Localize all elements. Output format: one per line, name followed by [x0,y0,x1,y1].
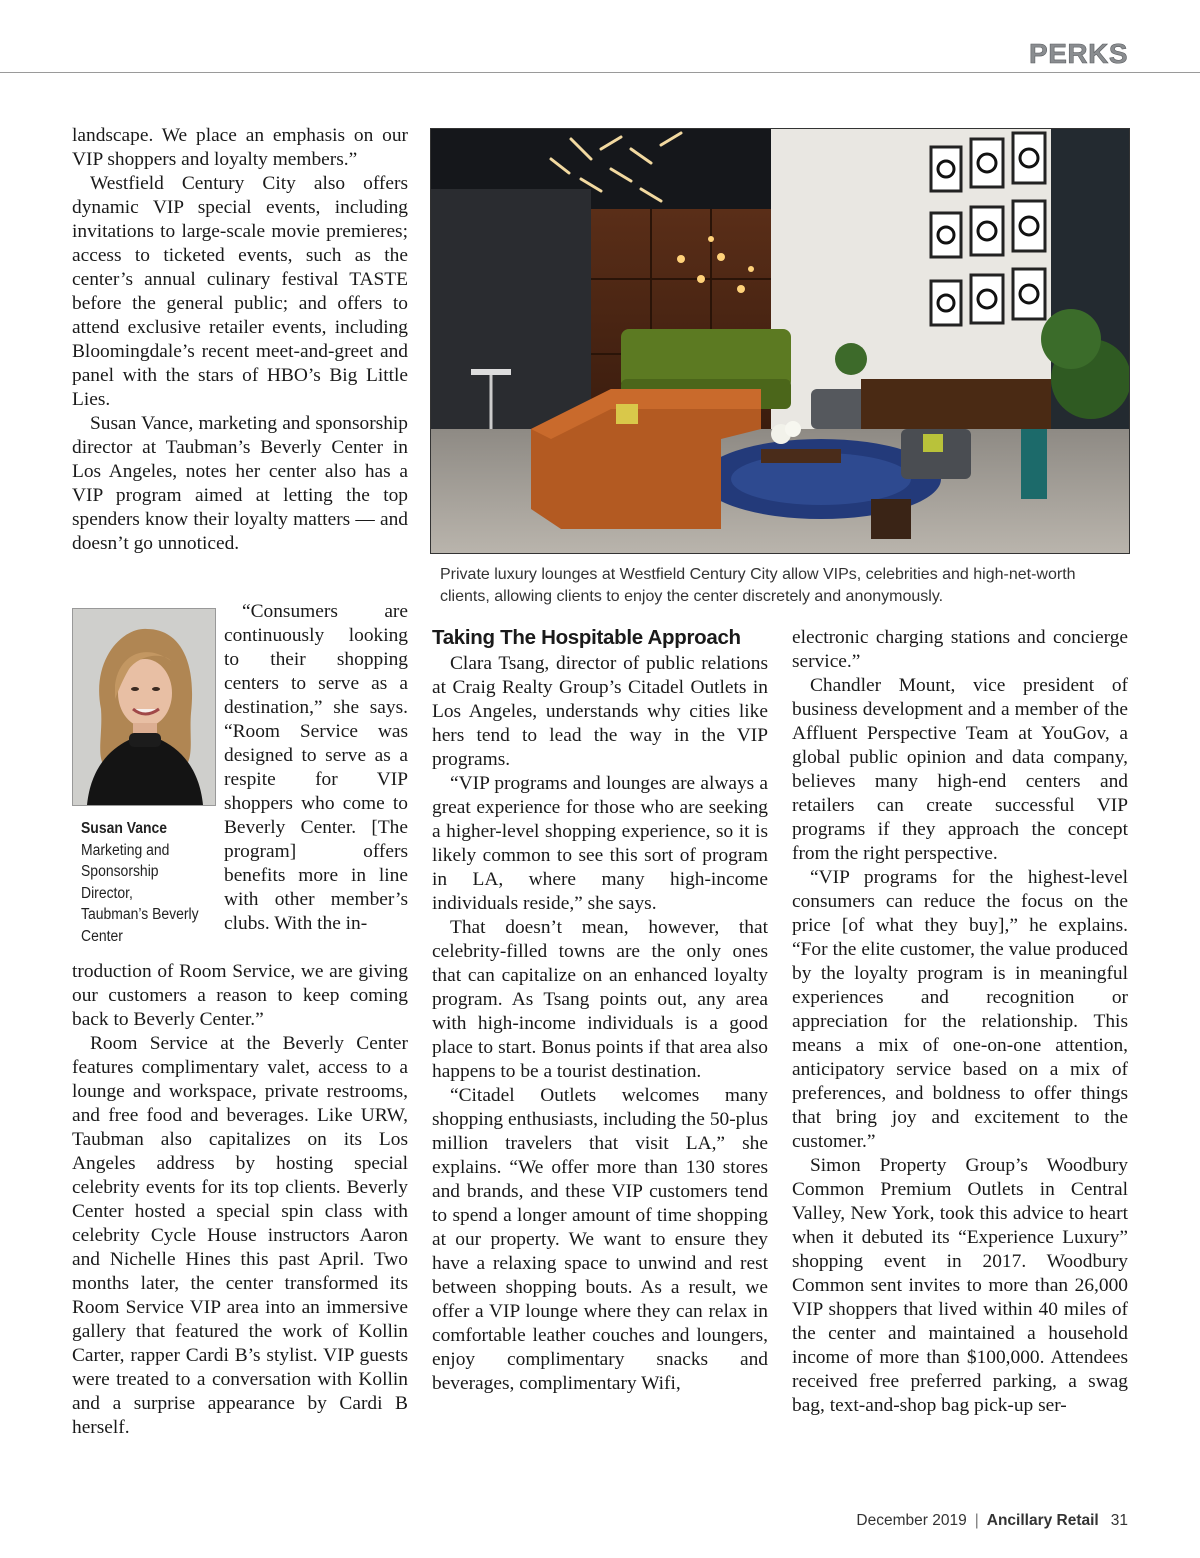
paragraph: That doesn’t mean, however, that celebrity-filled towns are the only ones that can capitalize on an enhanced loyalty program. As Tsang points out, any area with high-income individuals is a good place to start. Bonus points if that area also happens to be a tourist destination. [432,917,768,1082]
paragraph: Simon Property Group’s Woodbury Common Premium Outlets in Central Valley, New York, took this advice to heart when it debuted its “Experience Luxury” shopping event in 2017. Woodbury Common sent invites to more than 26,000 VIP shoppers that lived within 40 miles of the center and maintained a household income of more than $100,000. Attendees received free preferred parking, a swag bag, text-and-shop bag pick-up ser- [792,1155,1128,1416]
section-label: PERKS [1029,38,1128,69]
left-column-lower [72,960,408,1440]
page-number: 31 [1110,1512,1128,1529]
paragraph: Chandler Mount, vice president of business development and a member of the Affluent Perspective Team at YouGov, a global public opinion and data company, believes many high-end centers and retailers can create successful VIP programs if they approach the concept from the right perspective. [792,675,1128,864]
paragraph: Susan Vance, marketing and sponsorship director at Taubman’s Beverly Center in Los Angeles, notes her center also has a VIP program aimed at letting the top spenders know their loyalty matters — and doesn’t go unnoticed. [72,413,408,554]
paragraph: “VIP programs and lounges are always a great experience for those who are seeking a higher-level shopping experience, so it is likely common to see this sort of program in LA, where many high-income individuals reside,” she says. [432,773,768,914]
middle-column [432,624,768,1396]
paragraph: “Citadel Outlets welcomes many shopping enthusiasts, including the 50-plus million travelers that visit LA,” she explains. “We offer more than 130 stores and brands, and these VIP customers tend to spend a longer amount of time shopping at our property. We want to ensure they have a relaxing space to unwind and rest between shopping bouts. As a result, we offer a VIP lounge where they can relax in comfortable leather couches and loungers, enjoy complimentary snacks and beverages, complimentary Wifi, [432,1085,768,1394]
paragraph: Westfield Century City also offers dynamic VIP special events, including invitations to large-scale movie premieres; access to ticketed events, such as the center’s annual culinary festival TASTE before the general public; and offers to attend exclusive retailer events, including Bloomingdale’s recent meet-and-greet and panel with the stars of HBO’s Big Little Lies. [72,173,408,410]
photo-caption: Private luxury lounges at Westfield Century City allow VIPs, celebrities and high-net-worth clients, allowing clients to enjoy the center discretely and anonymously. [440,566,1076,605]
header-rule [0,72,1200,73]
paragraph: Clara Tsang, director of public relations at Craig Realty Group’s Citadel Outlets in Los Angeles, understands why cities like hers tend to lead the way in the VIP programs. [432,653,768,770]
paragraph: “Consumers are continuously looking to their shopping centers to serve as a destination,” she says. “Room Service was designed to serve as a respite for VIP shoppers who come to Beverly Center. [The program] offers benefits more in line with other member’s clubs. With the in- [224,601,408,934]
publication-name: Ancillary Retail [986,1512,1099,1529]
right-column [792,626,1128,1418]
lounge-illustration [431,129,1129,553]
paragraph: “VIP programs for the highest-level consumers can reduce the focus on the price [of what they buy],” he explains. “For the elite customer, the value produced by the loyalty program is in meaningful experiences and recognition or appreciation for the relationship. This means a mix of one-on-one attention, anticipatory service based on a mix of preferences, and boldness to offer things that bring joy and excitement to the customer.” [792,867,1128,1152]
issue-date: December 2019 [856,1512,967,1529]
portrait-caption [81,818,202,947]
left-column-wrap [224,600,408,936]
portrait-photo [72,608,216,806]
portrait-role: Marketing and Sponsorship Director, Taubman’s Beverly Center [81,841,199,945]
section-subhead: Taking The Hospitable Approach [432,626,741,649]
footer-separator: | [974,1512,979,1529]
portrait-name: Susan Vance [81,820,168,837]
portrait-illustration [73,609,215,805]
feature-photo [430,128,1130,554]
paragraph: electronic charging stations and concierge service.” [792,627,1128,672]
left-column [72,124,408,556]
paragraph: troduction of Room Service, we are giving our customers a reason to keep coming back to Beverly Center.” [72,961,408,1030]
paragraph: Room Service at the Beverly Center features complimentary valet, access to a lounge and workspace, private restrooms, and free food and beverages. Like URW, Taubman also capitalizes on its Los Angeles address by hosting special celebrity events for its top clients. Beverly Center hosted a special spin class with celebrity Cycle House instructors Aaron and Nichelle Hines this past April. Two months later, the center transformed its Room Service VIP area into an immersive gallery that featured the work of Kollin Carter, rapper Cardi B’s stylist. VIP guests were treated to a conversation with Kollin and a surprise appearance by Cardi B herself. [72,1033,408,1438]
page-footer [856,1512,1128,1530]
paragraph: landscape. We place an emphasis on our VIP shoppers and loyalty members.” [72,125,408,170]
